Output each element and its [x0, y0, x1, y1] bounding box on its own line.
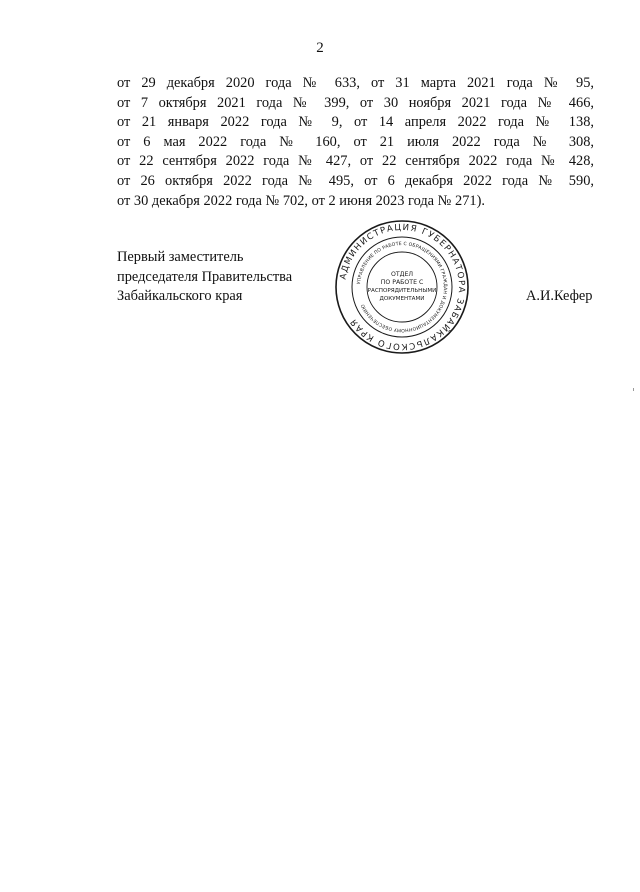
signer-name: А.И.Кефер: [526, 288, 593, 304]
seal-outer-circle: [336, 221, 468, 353]
seal-inner-text: [356, 241, 448, 333]
seal-center-line: ОТДЕЛ: [390, 271, 414, 278]
seal-center-line: РАСПОРЯДИТЕЛЬНЫМИ: [367, 288, 437, 294]
seal-inner-textpath: УПРАВЛЕНИЕ ПО РАБОТЕ С ОБРАЩЕНИЯМИ ГРАЖДАН И ДОКУМЕНТАЦИОННОМУ ОБЕСПЕЧЕНИЮ: [357, 241, 448, 333]
signatory-position-line: Забайкальского края: [117, 288, 243, 304]
body-line: от 6 мая 2022 года № 160, от 21 июля 2022 года № 308,: [117, 133, 594, 150]
seal-outer-textpath: АДМИНИСТРАЦИЯ ГУБЕРНАТОРА ЗАБАЙКАЛЬСКОГО КРАЯ: [338, 222, 467, 352]
scan-margin-mark: [633, 388, 634, 391]
seal-inner-circle: [367, 252, 437, 322]
body-line: от 21 января 2022 года № 9, от 14 апреля 2022 года № 138,: [117, 114, 594, 131]
seal-center-line: ДОКУМЕНТАМИ: [379, 296, 425, 302]
signatory-position: [117, 248, 292, 307]
seal-graphic: [333, 218, 471, 356]
body-line-last: от 30 декабря 2022 года № 702, от 2 июня 2023 года № 271).: [117, 192, 485, 209]
body-line: от 26 октября 2022 года № 495, от 6 декабря 2022 года № 590,: [117, 172, 594, 189]
page-number: 2: [316, 40, 324, 56]
official-seal: [333, 218, 471, 356]
seal-center-line: ПО РАБОТЕ С: [380, 279, 424, 286]
body-line: от 29 декабря 2020 года № 633, от 31 марта 2021 года № 95,: [117, 75, 594, 91]
body-line: от 22 сентября 2022 года № 427, от 22 сентября 2022 года № 428,: [117, 153, 594, 170]
body-text: [117, 74, 594, 211]
signatory-position-line: Первый заместитель: [117, 249, 244, 265]
signatory-position-line: председателя Правительства: [117, 268, 293, 285]
body-line: от 7 октября 2021 года № 399, от 30 ноября 2021 года № 466,: [117, 94, 594, 111]
